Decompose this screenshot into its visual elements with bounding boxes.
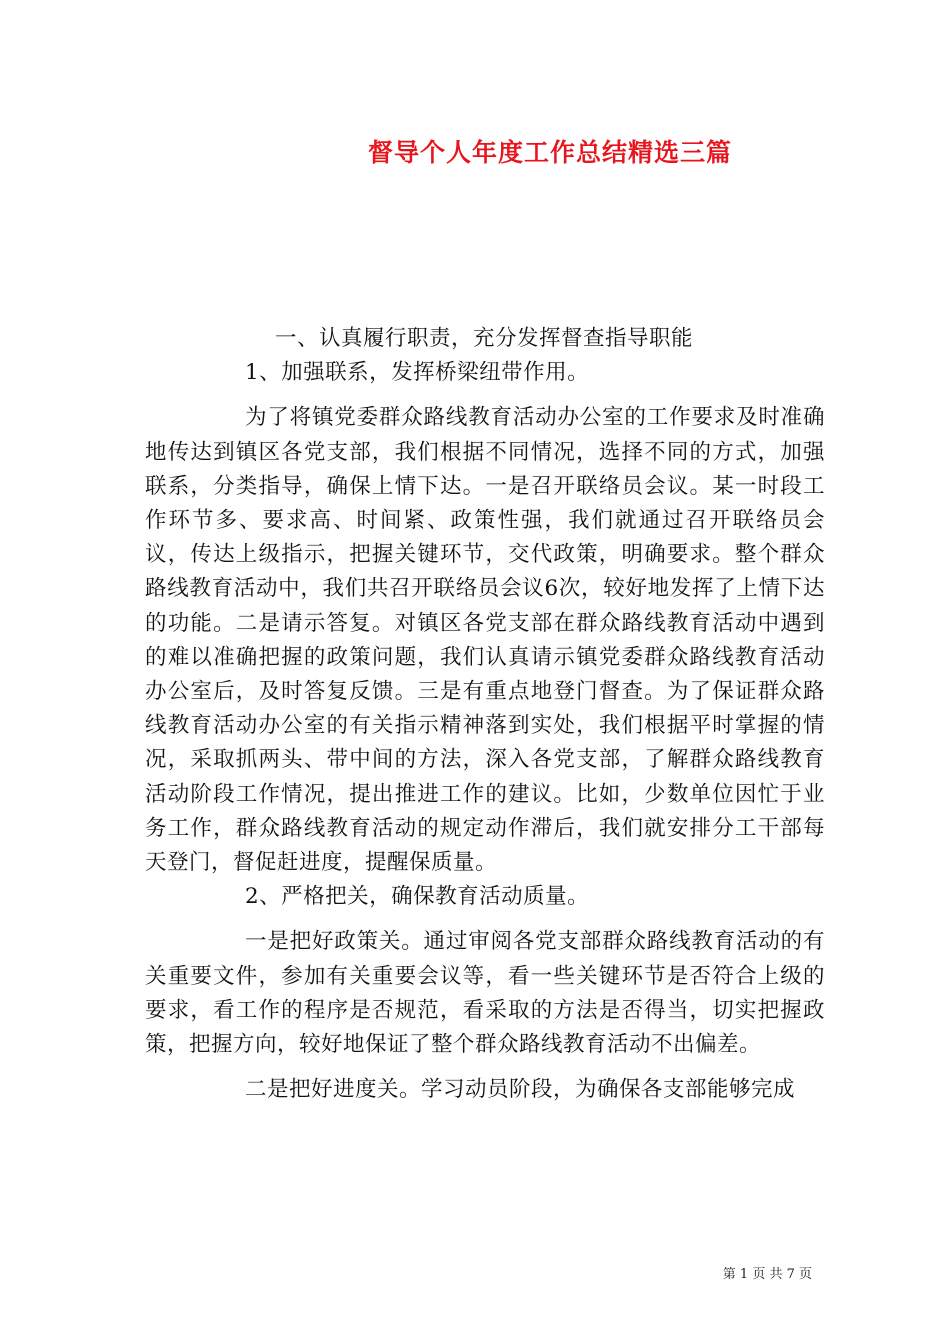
sub-heading-2: 2、严格把关，确保教育活动质量。 bbox=[245, 884, 590, 910]
document-title: 督导个人年度工作总结精选三篇 bbox=[367, 138, 732, 167]
paragraph-2: 一是把好政策关。通过审阅各党支部群众路线教育活动的有关重要文件，参加有关重要会议等，看一些关键环节是否符合上级的要求，看工作的程序是否规范，看采取的方法是否得当，切实把握政策，把握方向，较好地保证了整个群众路线教育活动不出偏差。 bbox=[145, 929, 825, 1058]
paragraph-1: 为了将镇党委群众路线教育活动办公室的工作要求及时准确地传达到镇区各党支部，我们根据不同情况，选择不同的方式，加强联系，分类指导，确保上情下达。一是召开联络员会议。某一时段工作环节多、要求高、时间紧、政策性强，我们就通过召开联络员会议，传达上级指示，把握关键环节，交代政策，明确要求。整个群众路线教育活动中，我们共召开联络员会议6次，较好地发挥了上情下达的功能。二是请示答复。对镇区各党支部在群众路线教育活动中遇到的难以准确把握的政策问题，我们认真请示镇党委群众路线教育活动办公室后，及时答复反馈。三是有重点地登门督查。为了保证群众路线教育活动办公室的有关指示精神落到实处，我们根据平时掌握的情况，采取抓两头、带中间的方法，深入各党支部，了解群众路线教育活动阶段工作情况，提出推进工作的建议。比如，少数单位因忙于业务工作，群众路线教育活动的规定动作滞后，我们就安排分工干部每天登门，督促赶进度，提醒保质量。 bbox=[145, 405, 825, 876]
sub-heading-1: 1、加强联系，发挥桥梁纽带作用。 bbox=[245, 360, 590, 386]
section-heading: 一、认真履行职责，充分发挥督查指导职能 bbox=[275, 326, 694, 351]
paragraph-3: 二是把好进度关。学习动员阶段，为确保各支部能够完成 bbox=[245, 1077, 796, 1103]
page-number: 第 1 页 共 7 页 bbox=[722, 1267, 812, 1282]
document-body bbox=[145, 322, 825, 1107]
